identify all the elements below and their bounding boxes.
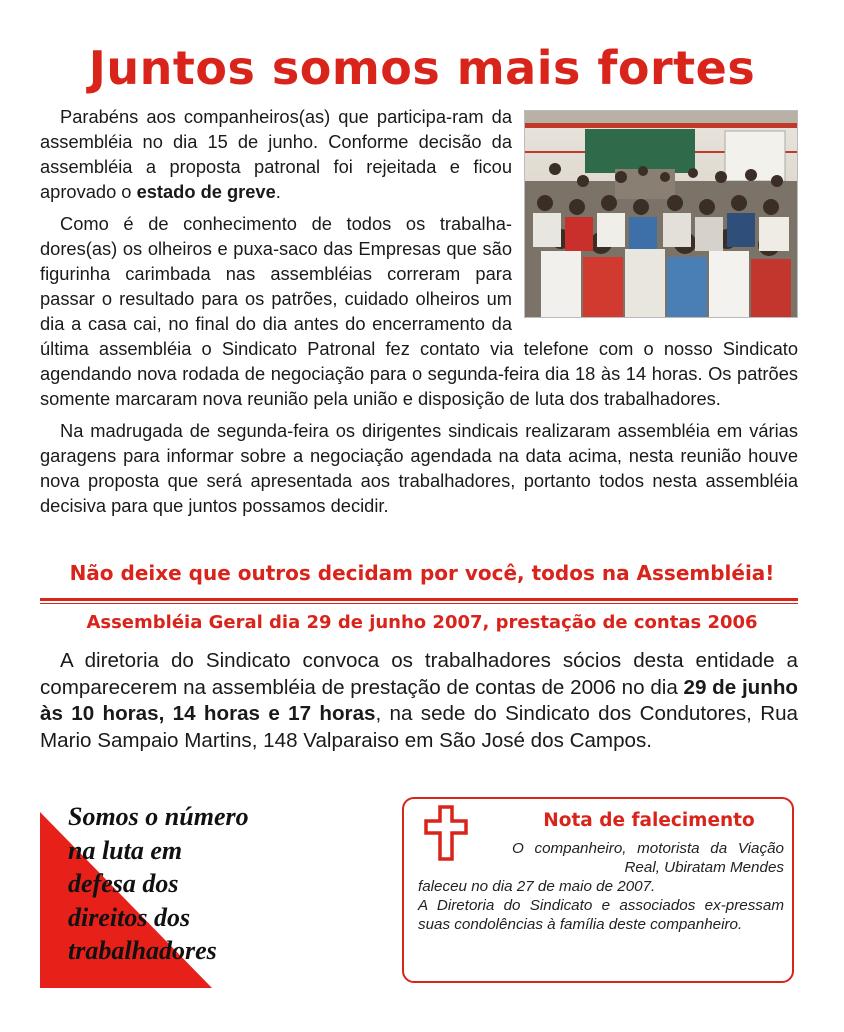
assembly-heading: Assembléia Geral dia 29 de junho 2007, prestação de contas 2006 <box>86 612 758 633</box>
article-paragraph-2: Como é de conhecimento de todos os trabalha-dores(as) os olheiros e puxa-saco das Empresas que são figurinha carimbada nas assembléias correram para passar o resultado para os patrões, cuidado olheiros um dia a casa cai, no final do dia antes do encerramento da última assembléia o Sindicato Patronal fez contato via telefone com o nosso Sindicato agendando nova rodada de negociação para o segunda-feira dia 18 às 14 horas. Os patrões somente marcaram nova reunião pela união e disposição de luta dos trabalhadores. <box>40 213 798 409</box>
motto-line: na luta em <box>68 835 183 865</box>
article-paragraph-3: Na madrugada de segunda-feira os dirigentes sindicais realizaram assembléia em várias garagens para informar sobre a negociação agendada na data acima, nesta reunião houve nova proposta que será apresentada aos trabalhadores, portanto todos nesta assembléia decisiva para que juntos possamos decidir. <box>40 420 798 516</box>
slogan: Não deixe que outros decidam por você, todos na Assembléia! <box>69 561 775 585</box>
obituary-box <box>402 797 794 983</box>
obituary-text <box>418 839 784 934</box>
article-paragraph-1: Parabéns aos companheiros(as) que participa-ram da assembléia no dia 15 de junho. Conforme decisão da assembléia a proposta patronal foi rejeitada e ficou aprovado o estado de greve. <box>40 106 512 202</box>
assembly-notice: A diretoria do Sindicato convoca os trabalhadores sócios desta entidade a comparecerem na assembléia de prestação de contas de 2006 no dia 29 de junho às 10 horas, 14 horas e 17 horas, na sede do Sindicato dos Condutores, Rua Mario Sampaio Martins, 148 Valparaiso em São José dos Campos. <box>40 649 798 752</box>
motto-line: direitos dos <box>68 902 191 932</box>
motto-line: defesa dos <box>68 869 179 898</box>
assembly-photo <box>524 110 798 318</box>
assembly-times: 29 de junho às 10 horas, 14 horas e 17 horas <box>40 675 798 725</box>
obituary-line-2: faleceu no dia 27 de maio de 2007. <box>418 878 656 895</box>
article-body <box>40 104 798 525</box>
strike-status: estado de greve <box>136 181 276 202</box>
page-title: Juntos somos mais fortes <box>88 41 756 95</box>
motto-line: Somos o número <box>68 802 249 831</box>
motto-line: trabalhadores <box>68 936 217 965</box>
obituary-line-1: O companheiro, motorista da Viação Real, Ubiratam Mendes <box>512 840 784 876</box>
obituary-line-3: A Diretoria do Sindicato e associados ex-pressam suas condolências à família deste companheiro. <box>418 897 784 933</box>
motto <box>68 800 298 968</box>
obituary-title: Nota de falecimento <box>543 810 755 831</box>
divider-thin <box>40 603 798 604</box>
divider-thick <box>40 598 798 601</box>
